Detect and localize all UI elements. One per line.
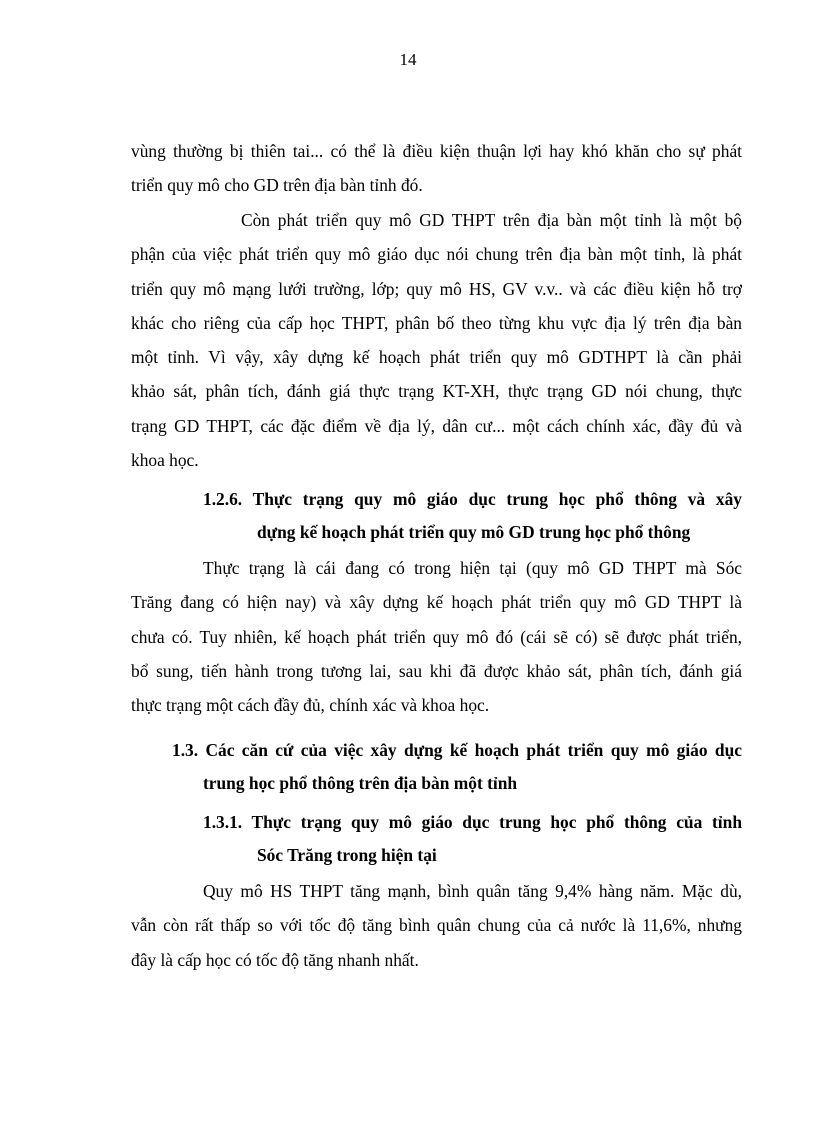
heading-line: dựng kế hoạch phát triển quy mô GD trung học phổ thông [257,522,691,542]
heading-line: Sóc Trăng trong hiện tại [257,845,437,865]
section-heading-1-2-6 [203,483,742,549]
text-line: khoa học. [131,450,199,471]
text-line: một tỉnh. Vì vậy, xây dựng kế hoạch phát triển quy mô GDTHPT là cần phải [131,347,742,368]
text-line: đây là cấp học có tốc độ tăng nhanh nhất. [131,949,419,970]
text-line: vẫn còn rất thấp so với tốc độ tăng bình quân chung của cả nước là 11,6%, nhưng [131,915,742,936]
text-line: bổ sung, tiến hành trong tương lai, sau khi đã được khảo sát, phân tích, đánh giá [131,660,742,681]
section-heading-1-3 [172,734,742,800]
text-line: phận của việc phát triển quy mô giáo dục nói chung trên địa bàn một tỉnh, là phát [131,244,742,265]
heading-line: 1.3. Các căn cứ của việc xây dựng kế hoạch phát triển quy mô giáo dục [172,740,742,760]
text-line: Trăng đang có hiện nay) và xây dựng kế hoạch phát triển quy mô GD THPT là [131,592,742,613]
text-line: trạng GD THPT, các đặc điểm về địa lý, dân cư... một cách chính xác, đầy đủ và [131,415,742,436]
section-heading-1-3-1 [203,806,742,872]
heading-line: trung học phổ thông trên địa bàn một tỉnh [203,773,518,793]
text-line: Quy mô HS THPT tăng mạnh, bình quân tăng 9,4% hàng năm. Mặc dù, [203,881,742,901]
text-line: chưa có. Tuy nhiên, kế hoạch phát triển quy mô đó (cái sẽ có) sẽ được phát triển, [131,626,742,647]
text-line: Còn phát triển quy mô GD THPT trên địa bàn một tỉnh là một bộ [241,210,742,230]
heading-line: 1.3.1. Thực trạng quy mô giáo dục trung học phổ thông của tỉnh [203,812,742,832]
text-line: triển quy mô cho GD trên địa bàn tỉnh đó. [131,175,423,196]
heading-line: 1.2.6. Thực trạng quy mô giáo dục trung học phổ thông và xây [203,489,742,509]
text-line: khác cho riêng của cấp học THPT, phân bố theo từng khu vực địa lý trên địa bàn [131,312,742,333]
paragraph-continuation [131,134,742,203]
paragraph-current-state [131,551,742,722]
text-line: thực trạng một cách đầy đủ, chính xác và khoa học. [131,695,490,716]
page-number: 14 [399,50,417,69]
text-line: triển quy mô mạng lưới trường, lớp; quy mô HS, GV v.v.. và các điều kiện hỗ trợ [131,278,742,299]
text-line: vùng thường bị thiên tai... có thể là điều kiện thuận lợi hay khó khăn cho sự phát [131,141,742,161]
text-line: khảo sát, phân tích, đánh giá thực trạng KT-XH, thực trạng GD nói chung, thực [131,381,742,402]
paragraph-scale-development [131,203,742,477]
text-line: Thực trạng là cái đang có trong hiện tại (quy mô GD THPT mà Sóc [203,558,742,578]
paragraph-enrollment-growth [131,874,742,977]
